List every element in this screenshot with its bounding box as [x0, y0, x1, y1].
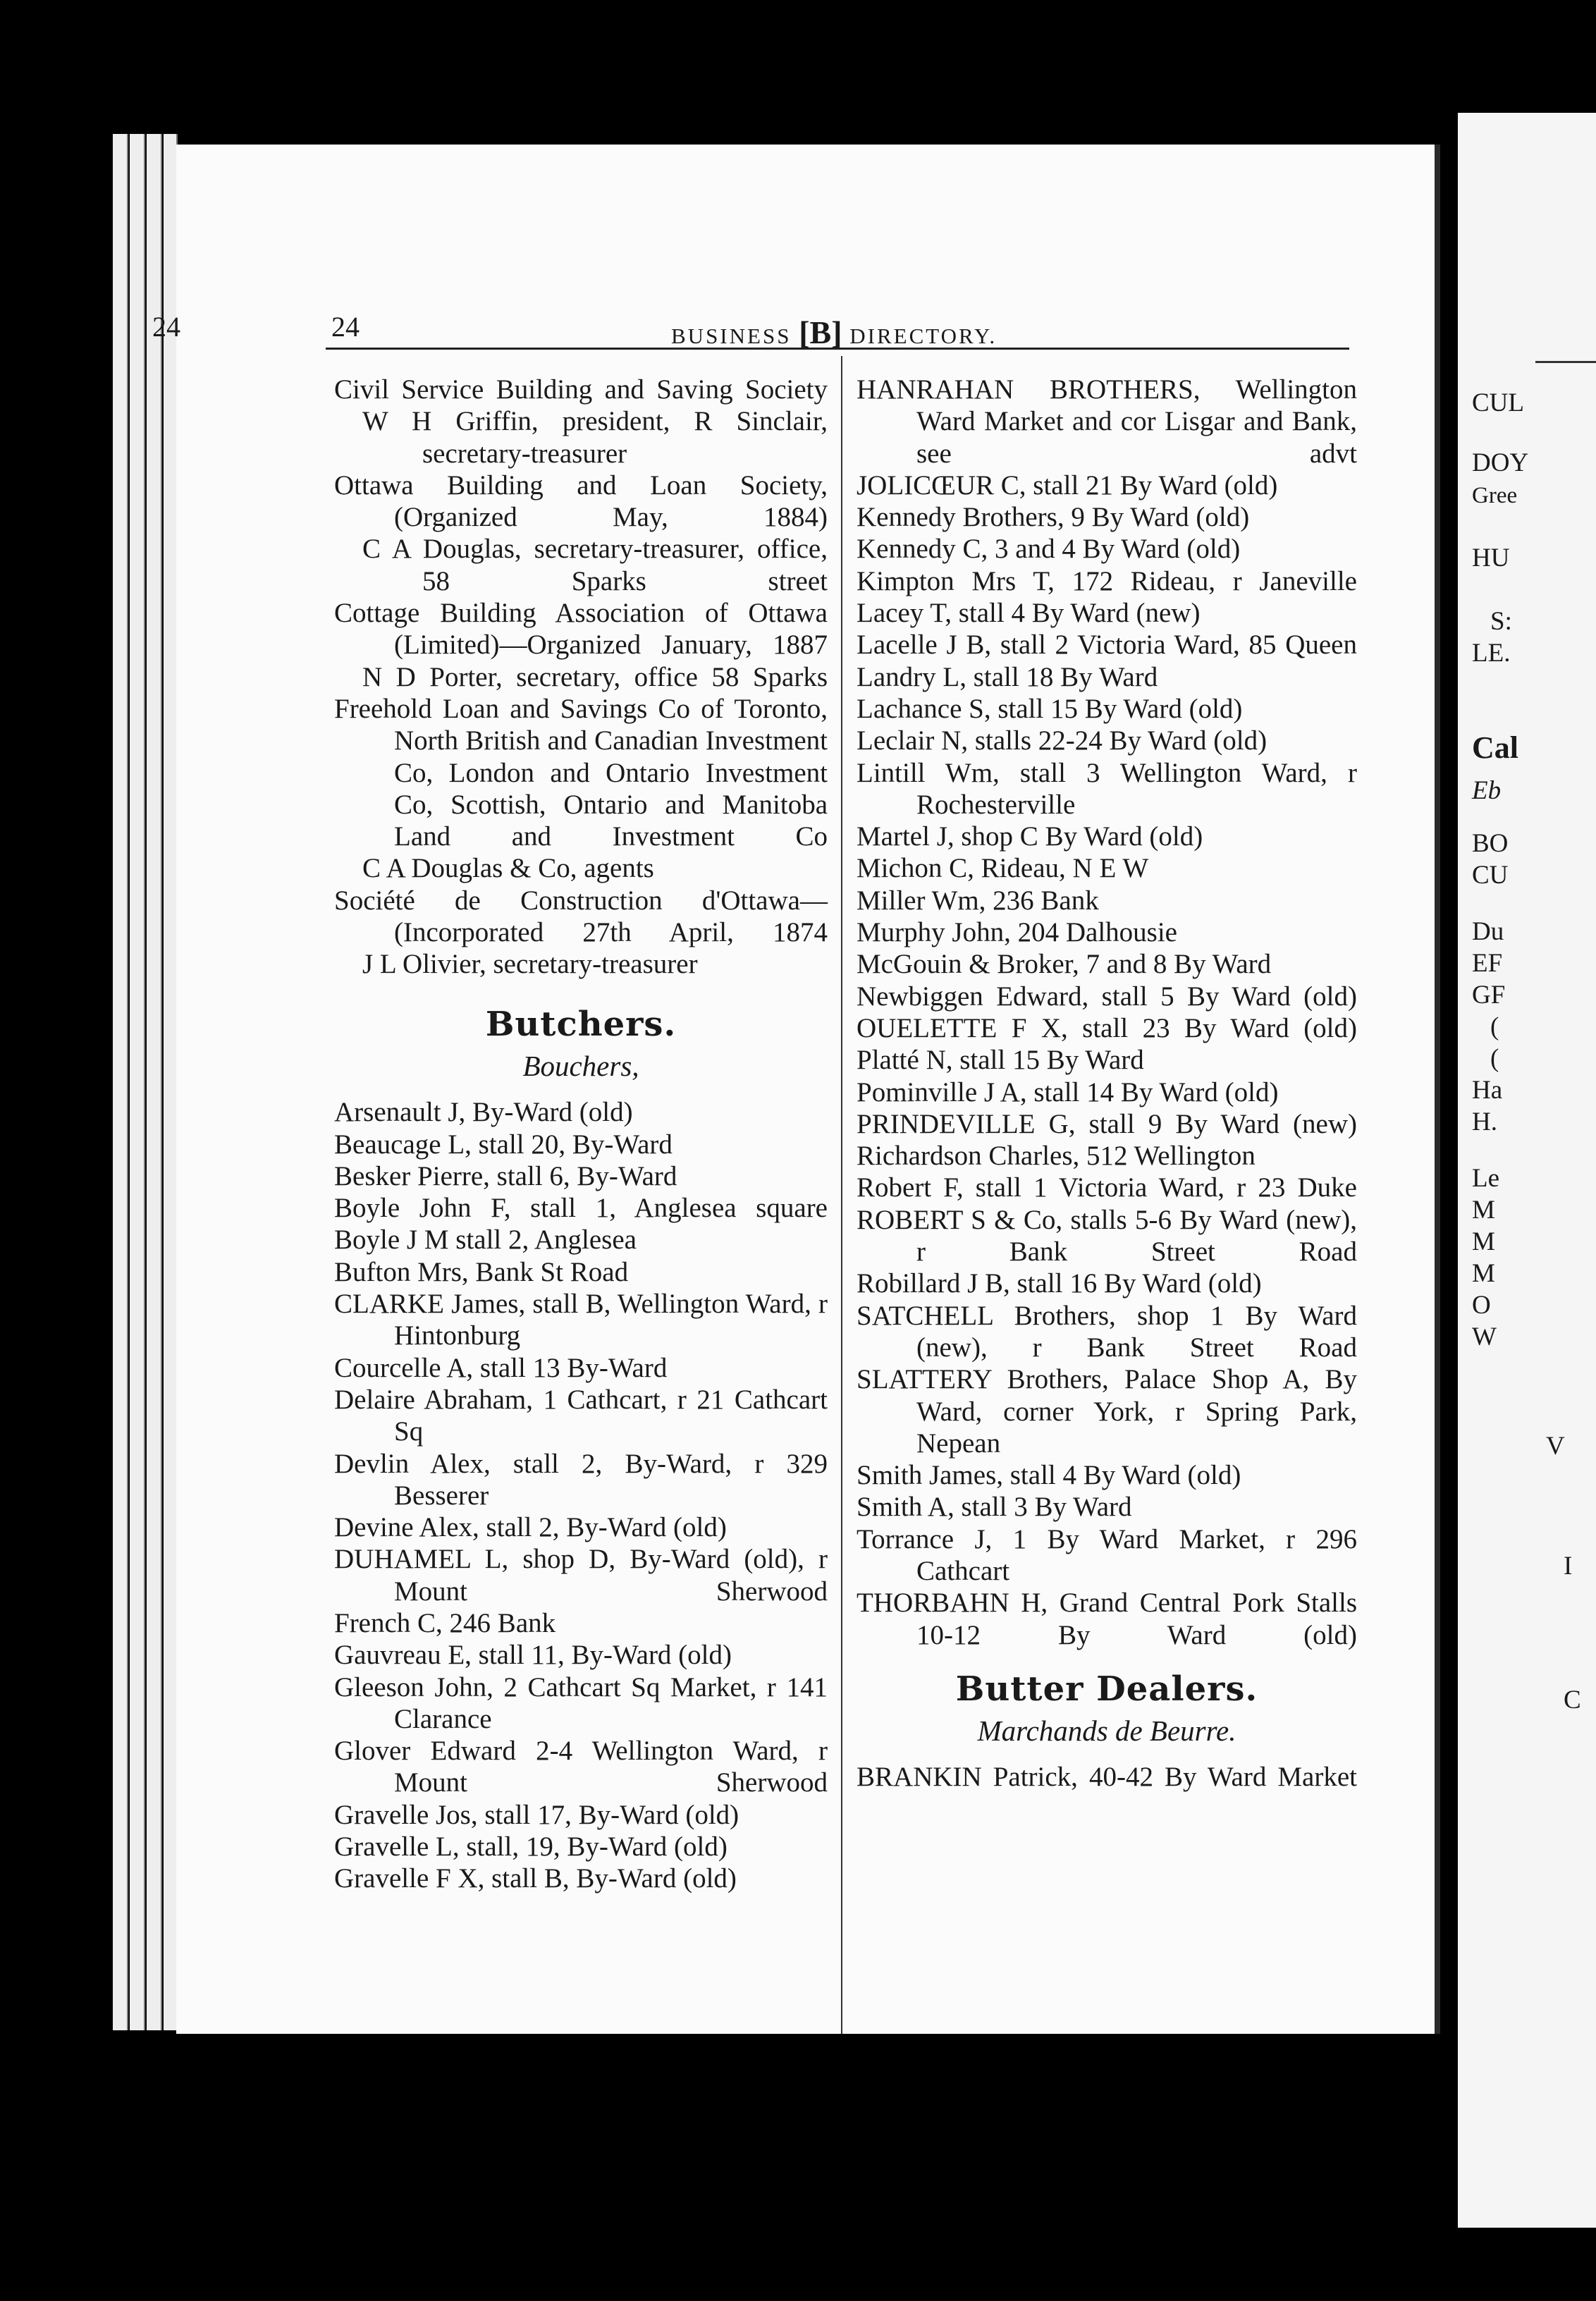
directory-entry: Robert F, stall 1 Victoria Ward, r 23 Duke: [857, 1172, 1357, 1203]
directory-entry: Kennedy Brothers, 9 By Ward (old): [857, 502, 1250, 533]
directory-entry: J L Olivier, secretary-treasurer: [362, 949, 698, 980]
running-head: [671, 314, 997, 351]
directory-entry: Gleeson John, 2 Cathcart Sq Market, r 141 Clarance: [334, 1671, 828, 1734]
directory-entry: Richardson Charles, 512 Wellington: [857, 1141, 1256, 1172]
next-page-fragment: Ha: [1472, 1076, 1503, 1105]
column-divider: [841, 356, 842, 2034]
directory-entry: Gravelle Jos, stall 17, By-Ward (old): [334, 1799, 739, 1830]
directory-entry: BRANKIN Patrick, 40-42 By Ward Market: [857, 1762, 1357, 1793]
directory-entry: Delaire Abraham, 1 Cathcart, r 21 Cathcart Sq: [334, 1384, 828, 1447]
next-page-fragment: BO: [1472, 829, 1509, 858]
directory-entry: Société de Construction d'Ottawa—(Incorporated 27th April, 1874: [334, 885, 828, 948]
directory-entry: OUELETTE F X, stall 23 By Ward (old): [857, 1012, 1357, 1043]
directory-entry: THORBAHN H, Grand Central Pork Stalls 10-12 By Ward (old): [857, 1588, 1357, 1650]
directory-entry: Smith A, stall 3 By Ward: [857, 1492, 1132, 1523]
directory-entry: PRINDEVILLE G, stall 9 By Ward (new): [857, 1108, 1357, 1139]
directory-entry: Arsenault J, By-Ward (old): [334, 1097, 633, 1128]
next-page-sliver: [1458, 113, 1596, 2228]
directory-entry: SLATTERY Brothers, Palace Shop A, By Ward, corner York, r Spring Park, Nepean: [857, 1364, 1357, 1459]
directory-entry: Lintill Wm, stall 3 Wellington Ward, r Rochesterville: [857, 757, 1357, 820]
directory-entry: French C, 246 Bank: [334, 1607, 556, 1638]
directory-entry: CLARKE James, stall B, Wellington Ward, r Hintonburg: [334, 1289, 828, 1351]
directory-entry: Ottawa Building and Loan Society, (Organized May, 1884): [334, 470, 828, 533]
next-page-fragment: C: [1564, 1686, 1581, 1714]
book-page-edges: [113, 134, 176, 2030]
directory-entry: C A Douglas, secretary-treasurer, office, 58 Sparks street: [362, 534, 828, 596]
directory-entry: SATCHELL Brothers, shop 1 By Ward (new), r Bank Street Road: [857, 1300, 1357, 1363]
next-page-fragment: GF: [1472, 981, 1506, 1010]
left-column: [334, 374, 828, 1895]
next-page-fragment: W: [1472, 1323, 1497, 1351]
next-page-fragment: Gree: [1472, 483, 1518, 508]
directory-entry: Michon C, Rideau, N E W: [857, 853, 1149, 884]
next-page-fragment: Du: [1472, 917, 1504, 946]
directory-entry: Boyle John F, stall 1, Anglesea square: [334, 1193, 828, 1224]
directory-entry: Lacey T, stall 4 By Ward (new): [857, 598, 1201, 629]
next-page-fragment: Cal: [1472, 730, 1518, 765]
next-page-rule: [1535, 361, 1596, 363]
next-page-fragment: M: [1472, 1227, 1495, 1256]
running-head-post: DIRECTORY.: [849, 324, 998, 348]
directory-entry: Lacelle J B, stall 2 Victoria Ward, 85 Queen: [857, 630, 1357, 661]
running-head-letter: [B]: [799, 314, 842, 350]
section-heading: Butchers.: [485, 1004, 677, 1044]
running-head-pre: BUSINESS: [671, 324, 792, 348]
directory-entry: Courcelle A, stall 13 By-Ward: [334, 1352, 668, 1383]
directory-entry: W H Griffin, president, R Sinclair, secretary-treasurer: [362, 406, 828, 469]
directory-entry: Gravelle F X, stall B, By-Ward (old): [334, 1863, 737, 1894]
next-page-fragment: H.: [1472, 1107, 1497, 1136]
next-page-fragment: DOY: [1472, 448, 1529, 477]
directory-entry: ROBERT S & Co, stalls 5-6 By Ward (new), r Bank Street Road: [857, 1204, 1357, 1268]
directory-entry: Leclair N, stalls 22-24 By Ward (old): [857, 725, 1267, 756]
next-page-fragment: LE.: [1472, 639, 1511, 668]
next-page-fragment: I: [1564, 1552, 1573, 1581]
directory-entry: Robillard J B, stall 16 By Ward (old): [857, 1268, 1262, 1299]
directory-entry: Torrance J, 1 By Ward Market, r 296 Cathcart: [857, 1523, 1357, 1586]
directory-entry: Landry L, stall 18 By Ward: [857, 661, 1158, 692]
directory-entry: JOLICŒUR C, stall 21 By Ward (old): [857, 470, 1278, 501]
directory-entry: Kimpton Mrs T, 172 Rideau, r Janeville: [857, 565, 1357, 596]
next-page-fragment: V: [1546, 1432, 1565, 1461]
next-page-fragment: M: [1472, 1196, 1495, 1225]
section-subheading: Bouchers,: [522, 1049, 639, 1082]
directory-entry: Lachance S, stall 15 By Ward (old): [857, 693, 1243, 724]
directory-entry: Civil Service Building and Saving Society: [334, 374, 828, 405]
directory-entry: Devine Alex, stall 2, By-Ward (old): [334, 1512, 727, 1543]
directory-entry: Freehold Loan and Savings Co of Toronto, North British and Canadian Investment Co, London and Ontario Investment Co, Scottish, Ontario and Manitoba Land and Investment Co: [334, 693, 828, 852]
directory-entry: Glover Edward 2-4 Wellington Ward, r Mount Sherwood: [334, 1736, 828, 1798]
next-page-fragment: (: [1490, 1044, 1499, 1073]
right-column: [857, 374, 1357, 1793]
directory-entry: HANRAHAN BROTHERS, Wellington Ward Market and cor Lisgar and Bank, see advt: [857, 374, 1357, 469]
directory-entry: Bufton Mrs, Bank St Road: [334, 1256, 629, 1287]
directory-entry: Pominville J A, stall 14 By Ward (old): [857, 1076, 1279, 1107]
directory-entry: McGouin & Broker, 7 and 8 By Ward: [857, 949, 1272, 980]
directory-entry: Beaucage L, stall 20, By-Ward: [334, 1129, 673, 1160]
directory-entry: Devlin Alex, stall 2, By-Ward, r 329 Besserer: [334, 1448, 828, 1511]
next-page-fragment: M: [1472, 1259, 1495, 1288]
next-page-fragment: S:: [1490, 607, 1512, 636]
directory-entry: C A Douglas & Co, agents: [362, 853, 654, 884]
directory-entry: Murphy John, 204 Dalhousie: [857, 917, 1177, 948]
next-page-fragment: CUL: [1472, 388, 1524, 417]
next-page-fragment: O: [1472, 1291, 1491, 1320]
next-page-fragment: Eb: [1472, 776, 1502, 805]
next-page-fragment: (: [1490, 1012, 1499, 1041]
directory-entry: Martel J, shop C By Ward (old): [857, 821, 1203, 852]
directory-entry: N D Porter, secretary, office 58 Sparks: [362, 661, 828, 692]
next-page-fragment: EF: [1472, 949, 1503, 978]
directory-entry: Newbiggen Edward, stall 5 By Ward (old): [857, 981, 1357, 1012]
directory-entry: Kennedy C, 3 and 4 By Ward (old): [857, 534, 1241, 565]
directory-entry: Smith James, stall 4 By Ward (old): [857, 1460, 1241, 1491]
section-subheading: Marchands de Beurre.: [977, 1714, 1236, 1748]
header-rule: [326, 348, 1349, 350]
directory-entry: Gravelle L, stall, 19, By-Ward (old): [334, 1831, 728, 1863]
directory-entry: Gauvreau E, stall 11, By-Ward (old): [334, 1640, 732, 1671]
section-heading: Butter Dealers.: [955, 1669, 1258, 1709]
directory-entry: DUHAMEL L, shop D, By-Ward (old), r Mount Sherwood: [334, 1544, 828, 1607]
directory-entry: Cottage Building Association of Ottawa (Limited)—Organized January, 1887: [334, 598, 828, 661]
page-number: 24: [152, 311, 180, 343]
next-page-fragment: CU: [1472, 861, 1509, 890]
next-page-fragment: HU: [1472, 544, 1510, 572]
directory-entry: Miller Wm, 236 Bank: [857, 885, 1099, 916]
directory-entry: Platté N, stall 15 By Ward: [857, 1045, 1144, 1076]
directory-entry: Boyle J M stall 2, Anglesea: [334, 1225, 637, 1256]
directory-entry: Besker Pierre, stall 6, By-Ward: [334, 1160, 677, 1191]
next-page-fragment: Le: [1472, 1164, 1500, 1193]
page-number-display: 24: [331, 311, 360, 343]
